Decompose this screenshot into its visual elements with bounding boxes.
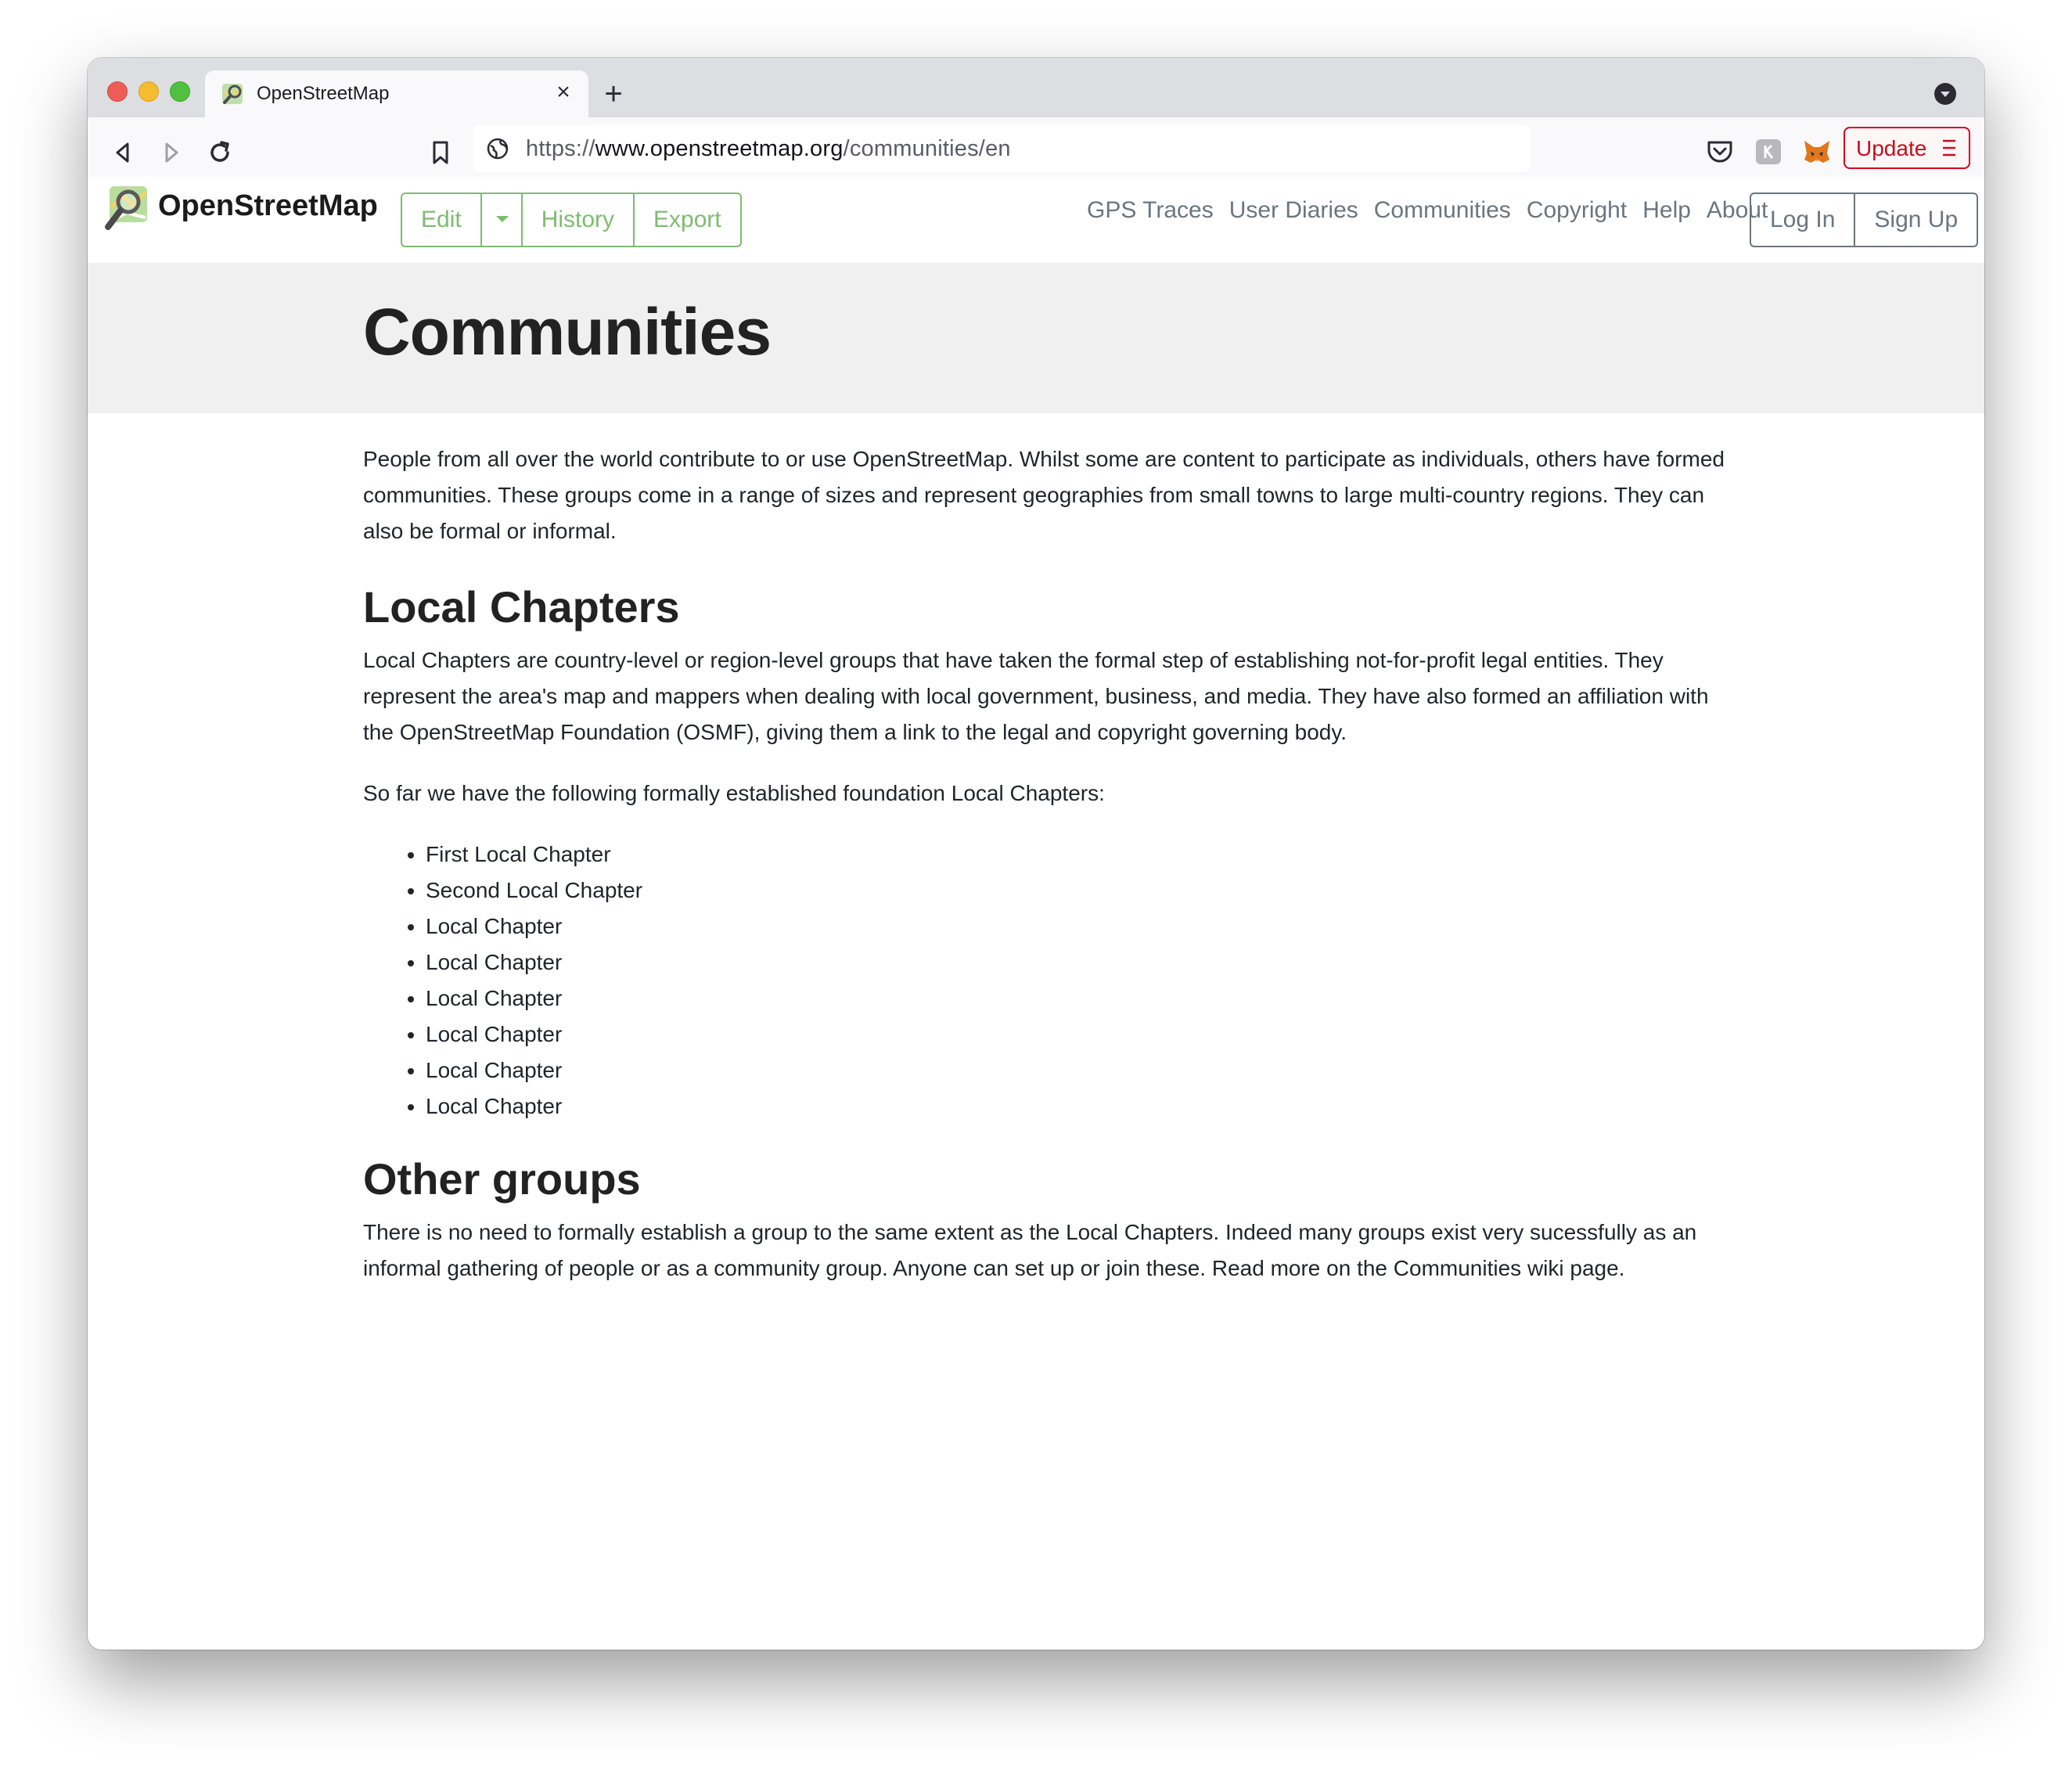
site-info-icon[interactable] — [485, 136, 510, 161]
url-path: /communities/en — [843, 136, 1011, 161]
log-in-button[interactable]: Log In — [1751, 194, 1855, 246]
close-window-button[interactable] — [107, 81, 128, 102]
back-button[interactable] — [103, 133, 142, 172]
nav-copyright[interactable]: Copyright — [1526, 197, 1628, 223]
list-item[interactable]: • Second Local Chapter — [426, 873, 1725, 909]
extension-gray-icon[interactable] — [1751, 135, 1786, 169]
nav-help[interactable]: Help — [1642, 197, 1691, 223]
url-prefix: https:// — [526, 136, 595, 161]
minimize-window-button[interactable] — [138, 81, 159, 102]
pocket-icon[interactable] — [1703, 135, 1737, 169]
list-item[interactable]: • Local Chapter — [426, 909, 1725, 945]
back-arrow-icon — [103, 133, 142, 172]
forward-arrow-icon — [152, 133, 191, 172]
list-item[interactable]: • Local Chapter — [426, 945, 1725, 981]
local-chapters-list-intro: So far we have the following formally established foundation Local Chapters: — [363, 781, 1105, 806]
site-brand[interactable]: OpenStreetMap — [158, 189, 378, 222]
site-header — [88, 177, 1984, 263]
list-tabs-icon[interactable] — [1934, 83, 1956, 105]
browser-tab[interactable] — [205, 70, 588, 117]
list-item[interactable]: • Local Chapter — [426, 1089, 1725, 1125]
browser-window — [88, 58, 1984, 1650]
local-chapters-heading: Local Chapters — [363, 582, 680, 632]
edit-button[interactable]: Edit — [402, 194, 482, 246]
nav-communities[interactable]: Communities — [1373, 197, 1511, 223]
auth-button-group — [1750, 193, 1978, 247]
other-groups-heading: Other groups — [363, 1154, 641, 1204]
edit-dropdown-toggle[interactable] — [482, 194, 523, 246]
update-label: Update — [1856, 136, 1927, 160]
reload-button[interactable] — [200, 133, 239, 172]
nav-user-diaries[interactable]: User Diaries — [1228, 197, 1358, 223]
intro-paragraph: People from all over the world contribute to or use OpenStreetMap. Whilst some are content to participate as individuals, others have formed communities. These groups come in a range of sizes and represent geographies from small towns to large multi-country regions. They can also be formal or informal. — [363, 447, 1725, 543]
list-item[interactable]: • Local Chapter — [426, 1017, 1725, 1053]
menu-icon — [1941, 138, 1958, 158]
secondary-nav — [1087, 197, 1783, 224]
list-item[interactable]: • Local Chapter — [426, 1053, 1725, 1089]
reload-icon — [200, 133, 239, 172]
local-chapters-list — [363, 837, 1725, 1125]
list-item[interactable]: • Local Chapter — [426, 981, 1725, 1017]
tab-strip — [88, 58, 1984, 117]
tab-title: OpenStreetMap — [257, 83, 390, 104]
address-bar[interactable] — [473, 125, 1531, 172]
local-chapters-paragraph: Local Chapters are country-level or region-level groups that have taken the formal step of establishing not-for-profit legal entities. They represent the area's map and mappers when dealing with local government, business, and media. They have also formed an affiliation with the OpenStreetMap Foundation (OSMF), giving them a link to the legal and copyright governing body. — [363, 648, 1709, 745]
other-groups-paragraph: There is no need to formally establish a group to the same extent as the Local Chapters. Indeed many groups exist very sucessfully as an informal gathering of people or as a community group. Anyone can set up or join these. Read more on the Communities wiki page. — [363, 1220, 1697, 1281]
edit-button-group — [401, 193, 742, 247]
export-button[interactable]: Export — [653, 207, 721, 232]
new-tab-button[interactable]: + — [604, 77, 623, 111]
page-content — [363, 441, 1725, 1287]
list-item[interactable]: • First Local Chapter — [426, 837, 1725, 873]
sign-up-button[interactable]: Sign Up — [1874, 207, 1959, 232]
osm-favicon-icon — [221, 81, 246, 106]
nav-about[interactable]: About — [1706, 197, 1768, 223]
history-button[interactable]: History — [523, 194, 635, 246]
page-title: Communities — [363, 295, 772, 369]
update-button[interactable] — [1844, 127, 1970, 169]
metamask-fox-icon[interactable] — [1800, 135, 1834, 169]
url-host: www.openstreetmap.org — [595, 136, 844, 161]
tab-close-icon[interactable]: × — [556, 79, 570, 105]
osm-logo-icon[interactable] — [103, 185, 149, 232]
nav-gps-traces[interactable]: GPS Traces — [1087, 197, 1214, 223]
page-hero — [88, 263, 1984, 413]
bookmark-icon[interactable] — [423, 135, 459, 171]
forward-button[interactable] — [152, 133, 191, 172]
url-text — [526, 136, 1011, 162]
zoom-window-button[interactable] — [170, 81, 190, 102]
